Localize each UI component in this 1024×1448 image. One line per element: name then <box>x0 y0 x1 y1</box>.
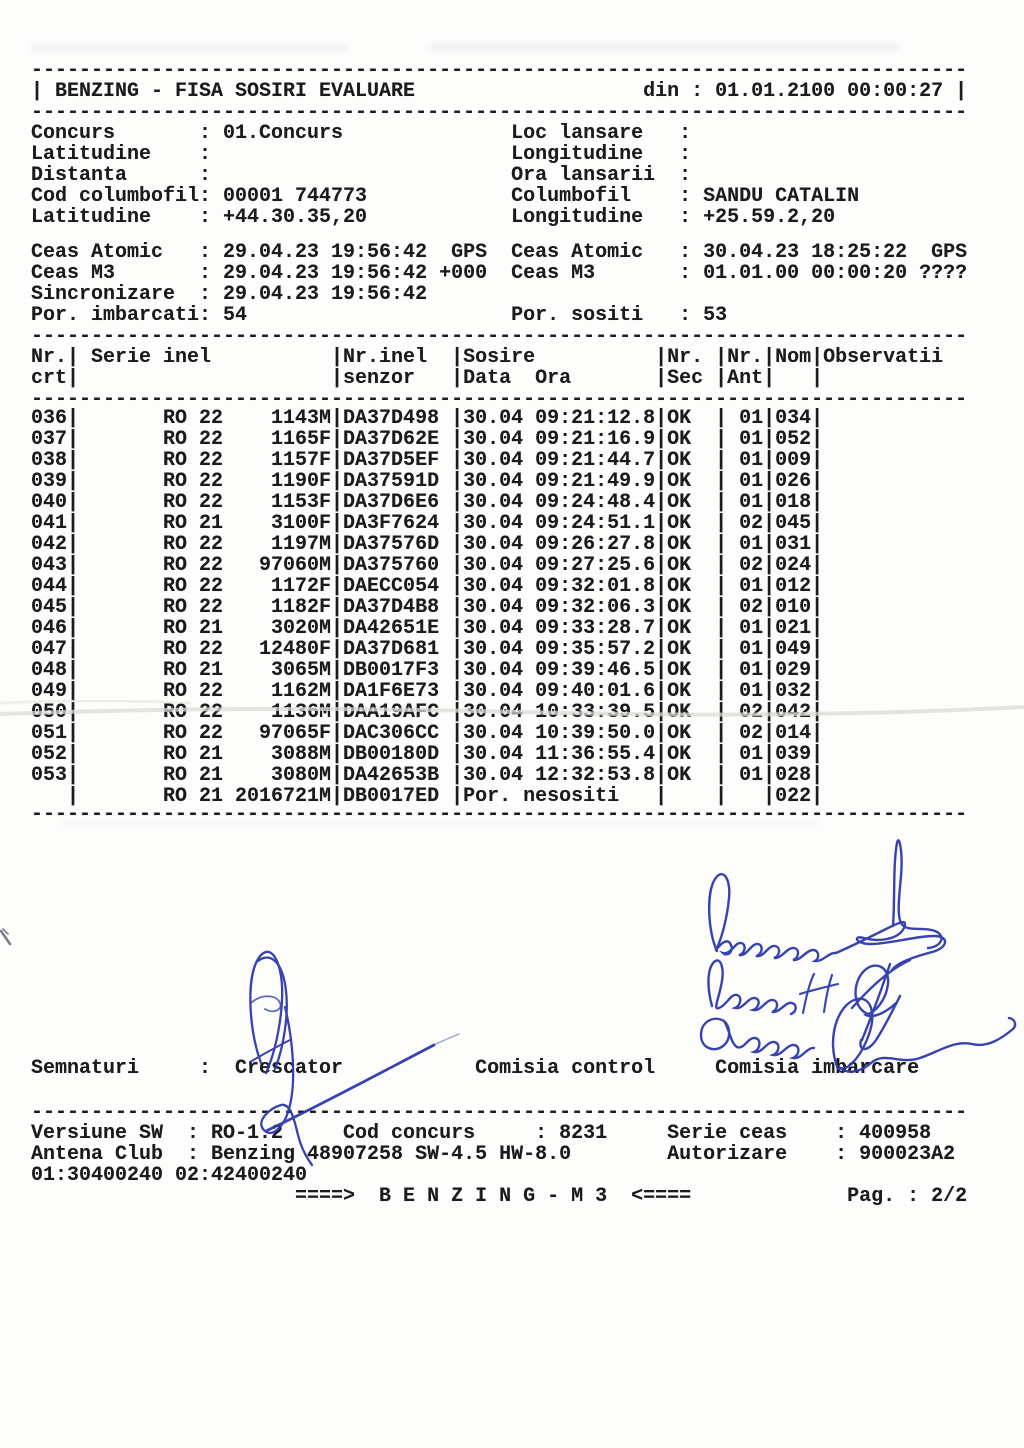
table-row: 051| RO 22 97065F|DAC306CC |30.04 10:39:50.0|OK | 02|014| <box>31 722 824 745</box>
divider-line: ------------------------------------------------------------------------------ <box>31 101 968 124</box>
info-line: Latitudine : Longitudine : <box>31 143 692 166</box>
table-header-line: crt| |senzor |Data Ora |Sec |Ant| | <box>31 367 824 390</box>
table-row: 039| RO 22 1190F|DA37591D |30.04 09:21:49.9|OK | 01|026| <box>31 470 824 493</box>
clock-line: Por. imbarcati: 54 Por. sositi : 53 <box>31 304 728 327</box>
footer-line: Versiune SW : RO-1.2 Cod concurs : 8231 Serie ceas : 400958 <box>31 1122 932 1145</box>
footer-line: 01:30400240 02:42400240 <box>31 1164 308 1187</box>
divider-line: ------------------------------------------------------------------------------ <box>31 803 968 826</box>
table-row: 047| RO 22 12480F|DA37D681 |30.04 09:35:57.2|OK | 01|049| <box>31 638 824 661</box>
table-header-line: Nr.| Serie inel |Nr.inel |Sosire |Nr. |Nr.|Nom|Observatii <box>31 346 944 369</box>
clock-line: Sincronizare : 29.04.23 19:56:42 <box>31 283 428 306</box>
clock-line: Ceas Atomic : 29.04.23 19:56:42 GPS Ceas Atomic : 30.04.23 18:25:22 GPS <box>31 241 968 264</box>
table-row-nesositi: | RO 21 2016721M|DB0017ED |Por. nesositi | | |022| <box>31 785 824 808</box>
table-row: 045| RO 22 1182F|DA37D4B8 |30.04 09:32:06.3|OK | 02|010| <box>31 596 824 619</box>
table-row: 042| RO 22 1197M|DA37576D |30.04 09:26:27.8|OK | 01|031| <box>31 533 824 556</box>
table-row: 044| RO 22 1172F|DAECC054 |30.04 09:32:01.8|OK | 01|012| <box>31 575 824 598</box>
info-line: Latitudine : +44.30.35,20 Longitudine : +25.59.2,20 <box>31 206 836 229</box>
info-line: Cod columbofil: 00001 744773 Columbofil : SANDU CATALIN <box>31 185 860 208</box>
table-row: 040| RO 22 1153F|DA37D6E6 |30.04 09:24:48.4|OK | 01|018| <box>31 491 824 514</box>
divider-line: ------------------------------------------------------------------------------ <box>31 325 968 348</box>
info-line: Concurs : 01.Concurs Loc lansare : <box>31 122 692 145</box>
table-row: 037| RO 22 1165F|DA37D62E |30.04 09:21:16.9|OK | 01|052| <box>31 428 824 451</box>
table-row: 050| RO 22 1136M|DAA19AFC |30.04 10:33:39.5|OK | 02|042| <box>31 701 824 724</box>
edge-pen-mark <box>1 929 10 944</box>
table-row: 046| RO 21 3020M|DA42651E |30.04 09:33:28.7|OK | 01|021| <box>31 617 824 640</box>
table-row: 048| RO 21 3065M|DB0017F3 |30.04 09:39:46.5|OK | 01|029| <box>31 659 824 682</box>
table-row: 041| RO 21 3100F|DA3F7624 |30.04 09:24:51.1|OK | 02|045| <box>31 512 824 535</box>
clock-line: Ceas M3 : 29.04.23 19:56:42 +000 Ceas M3 : 01.01.00 00:00:20 ???? <box>31 262 968 285</box>
footer-line: Antena Club : Benzing 48907258 SW-4.5 HW-8.0 Autorizare : 900023A2 <box>31 1143 956 1166</box>
divider-line: ------------------------------------------------------------------------------ <box>31 388 968 411</box>
table-row: 049| RO 22 1162M|DA1F6E73 |30.04 09:40:01.6|OK | 01|032| <box>31 680 824 703</box>
table-row: 038| RO 22 1157F|DA37D5EF |30.04 09:21:44.7|OK | 01|009| <box>31 449 824 472</box>
table-row: 043| RO 22 97060M|DA375760 |30.04 09:27:25.6|OK | 02|024| <box>31 554 824 577</box>
scan-smudge <box>30 44 350 51</box>
info-line: Distanta : Ora lansarii : <box>31 164 692 187</box>
divider-line: ------------------------------------------------------------------------------ <box>31 59 968 82</box>
banner-line: ====> B E N Z I N G - M 3 <==== Pag. : 2/2 <box>31 1185 968 1208</box>
scan-smudge <box>430 43 900 51</box>
semnaturi-line: Semnaturi : Crescator Comisia control Comisia imbarcare <box>31 1057 920 1080</box>
table-row: 053| RO 21 3080M|DA42653B |30.04 12:32:53.8|OK | 01|028| <box>31 764 824 787</box>
divider-line: ------------------------------------------------------------------------------ <box>31 1101 968 1124</box>
signature-comisia-imbarcare <box>701 840 1015 1071</box>
table-row: 036| RO 22 1143M|DA37D498 |30.04 09:21:12.8|OK | 01|034| <box>31 407 824 430</box>
title-line: | BENZING - FISA SOSIRI EVALUARE din : 01.01.2100 00:00:27 | <box>31 80 968 103</box>
table-row: 052| RO 21 3088M|DB00180D |30.04 11:36:55.4|OK | 01|039| <box>31 743 824 766</box>
